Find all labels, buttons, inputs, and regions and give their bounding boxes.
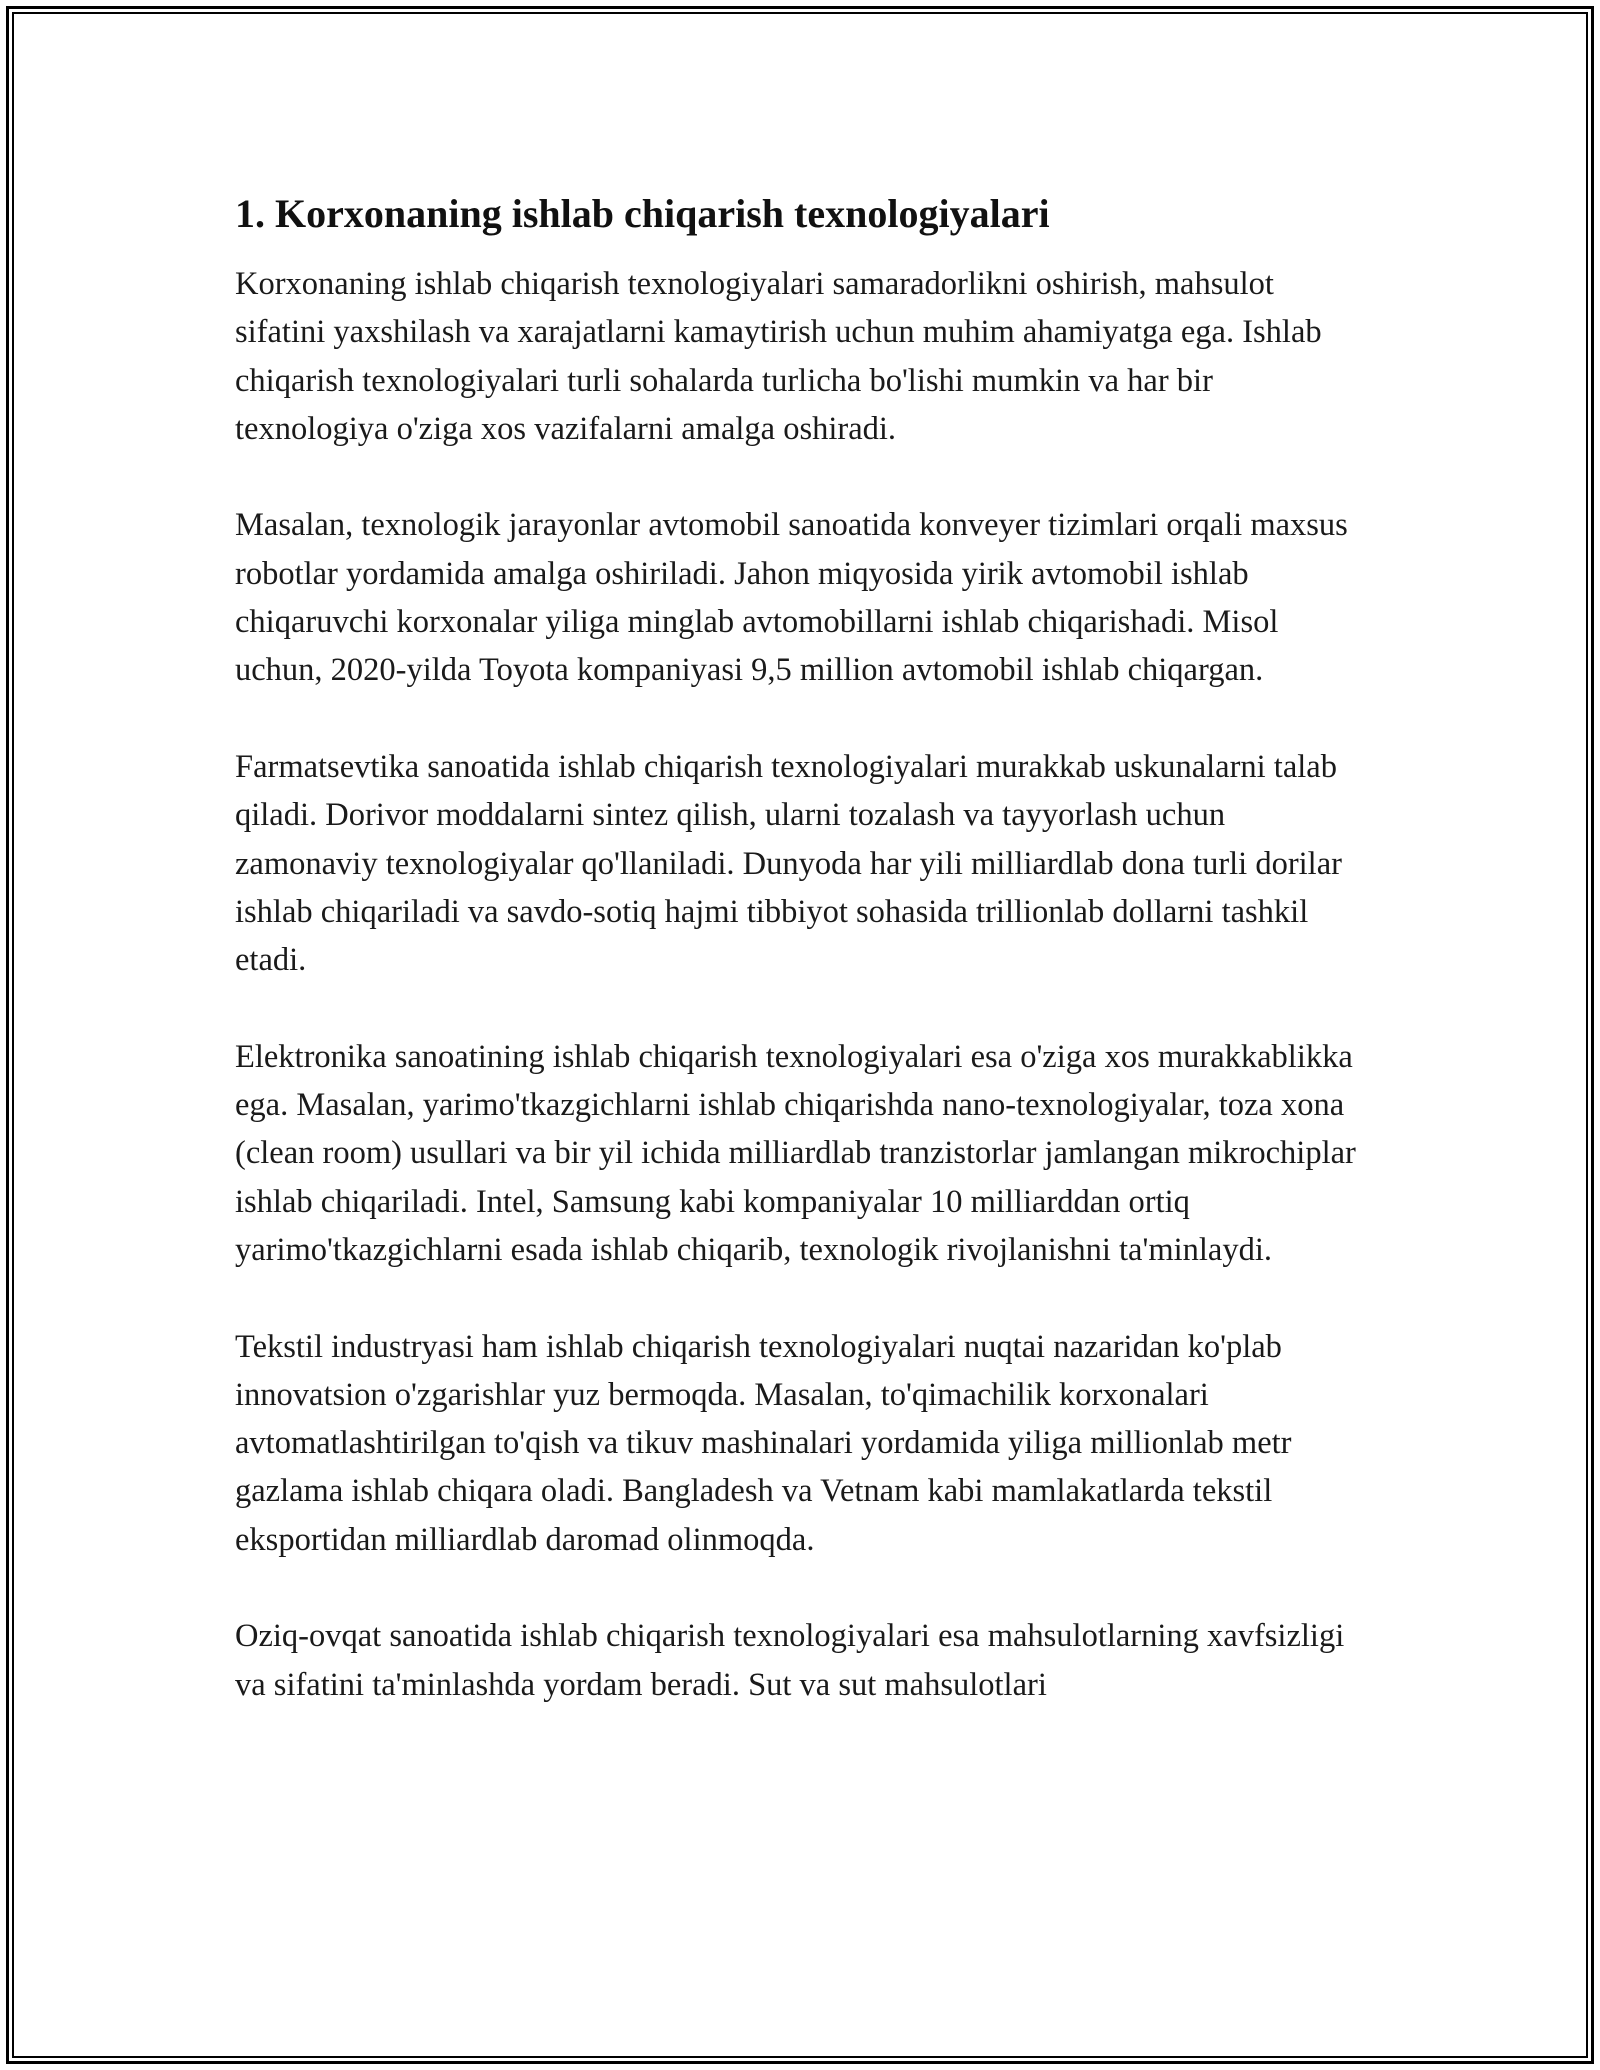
paragraph-4: Elektronika sanoatining ishlab chiqarish texnologiyalari esa o'ziga xos murakkablikka ega. Masalan, yarimo'tkazgichlarni ishlab chiqarishda nano-texnologiyalar, toza xona (clean room) usullari va bir yil ichida milliardlab tranzistorlar jamlangan mikrochiplar ishlab chiqariladi. Intel, Samsung kabi kompaniyalar 10 milliarddan ortiq yarimo'tkazgichlarni esada ishlab chiqarib, texnologik rivojlanishni ta'minlaydi. [235, 1038, 1356, 1268]
document-body [235, 182, 1370, 1757]
paragraph-2: Masalan, texnologik jarayonlar avtomobil sanoatida konveyer tizimlari orqali maxsus robotlar yordamida amalga oshiriladi. Jahon miqyosida yirik avtomobil ishlab chiqaruvchi korxonalar yiliga minglab avtomobillarni ishlab chiqarishadi. Misol uchun, 2020-yilda Toyota kompaniyasi 9,5 million avtomobil ishlab chiqargan. [235, 507, 1348, 689]
paragraph-1: Korxonaning ishlab chiqarish texnologiyalari samaradorlikni oshirish, mahsulot sifatini yaxshilash va xarajatlarni kamaytirish uchun muhim ahamiyatga ega. Ishlab chiqarish texnologiyalari turli sohalarda turlicha bo'lishi mumkin va har bir texnologiya o'ziga xos vazifalarni amalga oshiradi. [235, 266, 1322, 447]
paragraph-5: Tekstil industryasi ham ishlab chiqarish texnologiyalari nuqtai nazaridan ko'plab innovatsion o'zgarishlar yuz bermoqda. Masalan, to'qimachilik korxonalari avtomatlashtirilgan to'qish va tikuv mashinalari yordamida yiliga millionlab metr gazlama ishlab chiqara oladi. Bangladesh va Vetnam kabi mamlakatlarda tekstil eksportidan milliardlab daromad olinmoqda. [235, 1328, 1292, 1558]
section-title: 1. Korxonaning ishlab chiqarish texnologiyalari [235, 191, 1050, 236]
paragraph-3: Farmatsevtika sanoatida ishlab chiqarish texnologiyalari murakkab uskunalarni talab qiladi. Dorivor moddalarni sintez qilish, ularni tozalash va tayyorlash uchun zamonaviy texnologiyalar qo'llaniladi. Dunyoda har yili milliardlab dona turli dorilar ishlab chiqariladi va savdo-sotiq hajmi tibbiyot sohasida trillionlab dollarni tashkil etadi. [235, 748, 1342, 979]
paragraph-6: Oziq-ovqat sanoatida ishlab chiqarish texnologiyalari esa mahsulotlarning xavfsizligi va sifatini ta'minlashda yordam beradi. Sut va sut mahsulotlari [235, 1618, 1345, 1703]
